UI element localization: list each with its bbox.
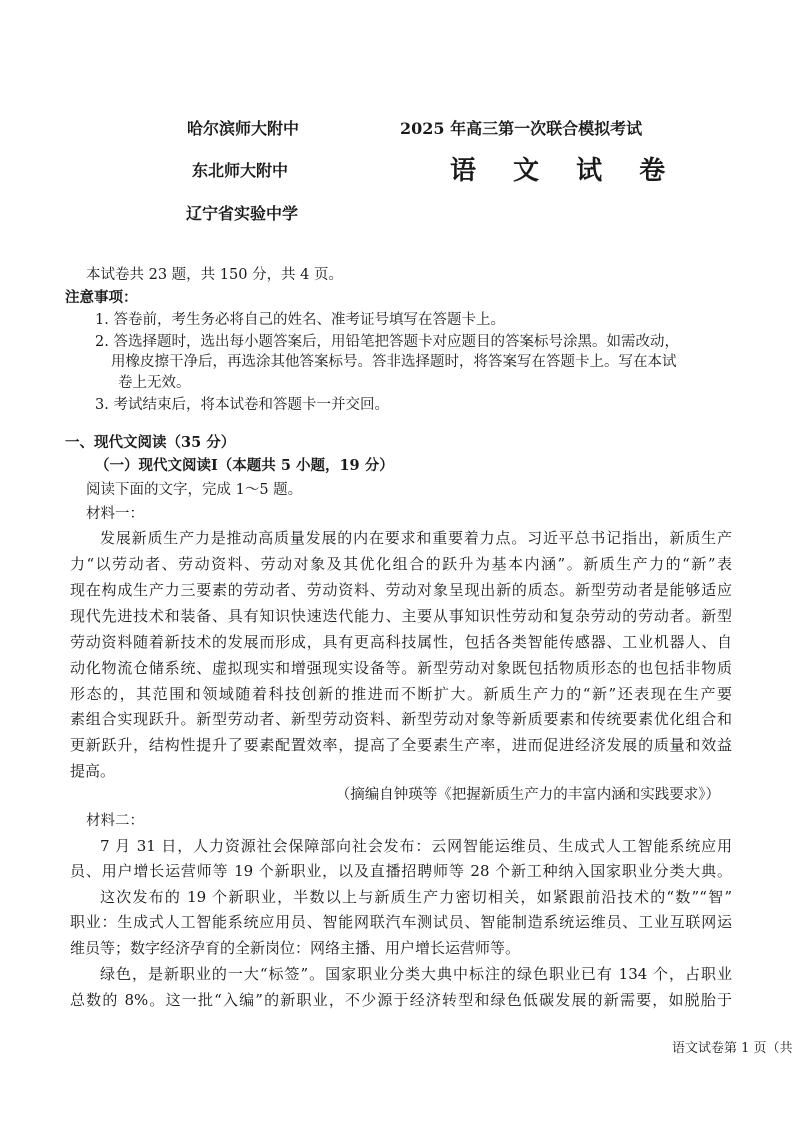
material-label: 材料二：: [86, 813, 144, 829]
paragraph-line: 劳动资料随着新技术的发展而形成，具有更高科技属性，包括各类智能传感器、工业机器人、自: [70, 633, 732, 651]
paragraph-line: 职业：生成式人工智能系统应用员、智能网联汽车测试员、智能制造系统运维员、工业互联网运: [70, 913, 732, 931]
paragraph-line: 员、用户增长运营师等 19 个新职业，以及直播招聘师等 28 个新工种纳入国家职业分类大典。: [70, 862, 732, 880]
paragraph-line: 力“以劳动者、劳动资料、劳动对象及其优化组合的跃升为基本内涵”。新质生产力的“新”表: [70, 555, 732, 573]
paragraph-line: 7 月 31 日，人力资源社会保障部向社会发布：云网智能运维员、生成式人工智能系统应用: [100, 837, 732, 855]
notice-item: 2. 答选择题时，选出每小题答案后，用铅笔把答题卡对应题目的答案标号涂黑。如需改动，: [95, 334, 679, 350]
paragraph-line: 现代先进技术和装备、具有知识快速迭代能力、主要从事知识性劳动和复杂劳动的劳动者。新型: [70, 607, 732, 625]
section-title: 一、现代文阅读（35 分）: [65, 434, 236, 451]
page-footer: 语文试卷第 1 页（共: [672, 1041, 793, 1056]
paragraph-line: 素组合实现跃升。新型劳动者、新型劳动资料、新型劳动对象等新质要素和传统要素优化组合和: [70, 710, 732, 728]
notice-item: 用橡皮擦干净后，再选涂其他答案标号。答非选择题时，将答案写在答题卡上。写在本试: [111, 354, 677, 370]
paragraph-line: 形态的，其范围和领域随着科技创新的推进而不断扩大。新质生产力的“新”还表现在生产要: [70, 685, 732, 703]
material-label: 材料一：: [86, 506, 144, 522]
school-name: 哈尔滨师大附中: [187, 119, 300, 138]
paper-title: 语 文 试 卷: [450, 156, 680, 186]
paragraph-line: 动化物流仓储系统、虚拟现实和增强现实设备等。新型劳动对象既包括物质形态的也包括非物质: [70, 659, 732, 677]
reading-prompt: 阅读下面的文字，完成 1～5 题。: [86, 482, 303, 498]
material-source: （摘编自钟瑛等《把握新质生产力的丰富内涵和实践要求》）: [335, 787, 720, 803]
school-name: 东北师大附中: [192, 161, 289, 180]
paragraph-line: 发展新质生产力是推动高质量发展的内在要求和重要着力点。习近平总书记指出，新质生产: [100, 529, 732, 547]
paragraph-line: 更新跃升，结构性提升了要素配置效率，提高了全要素生产率，进而促进经济发展的质量和效益: [70, 736, 732, 754]
section-subtitle: （一）现代文阅读Ⅰ（本题共 5 小题，19 分）: [95, 457, 394, 474]
paragraph-line: 这次发布的 19 个新职业，半数以上与新质生产力密切相关，如紧跟前沿技术的“数”“智”: [100, 888, 732, 906]
notice-item: 卷上无效。: [118, 375, 191, 391]
exam-name: 2025 年高三第一次联合模拟考试: [400, 119, 643, 138]
notice-item: 1. 答卷前，考生务必将自己的姓名、准考证号填写在答题卡上。: [95, 312, 505, 328]
paragraph-line: 现在构成生产力三要素的劳动者、劳动资料、劳动对象呈现出新的质态。新型劳动者是能够适应: [70, 581, 732, 599]
exam-summary: 本试卷共 23 题，共 150 分，共 4 页。: [86, 267, 344, 283]
paragraph-line: 总数的 8%。这一批“入编”的新职业，不少源于经济转型和绿色低碳发展的新需要，如脱胎于: [70, 991, 732, 1009]
notice-title: 注意事项：: [65, 289, 138, 306]
paragraph-line: 维员等；数字经济孕育的全新岗位：网络主播、用户增长运营师等。: [70, 939, 521, 957]
notice-item: 3. 考试结束后，将本试卷和答题卡一并交回。: [95, 397, 389, 413]
paragraph-line: 提高。: [70, 762, 116, 780]
paragraph-line: 绿色，是新职业的一大“标签”。国家职业分类大典中标注的绿色职业已有 134 个，占职业: [100, 965, 732, 983]
school-name: 辽宁省实验中学: [186, 204, 299, 223]
